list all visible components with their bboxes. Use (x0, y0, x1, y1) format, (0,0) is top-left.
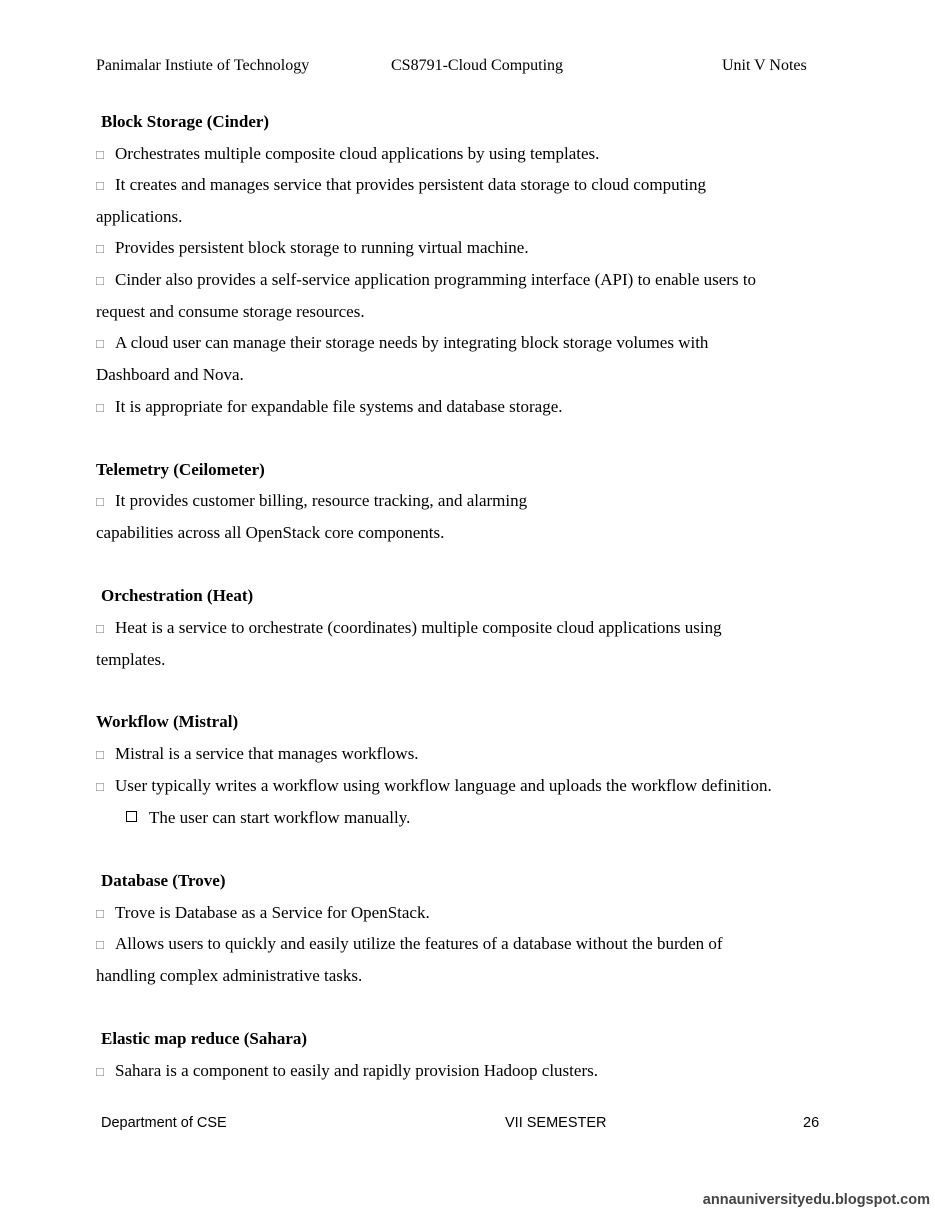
bullet-line: □ User typically writes a workflow using workflow language and uploads the workflow definition. (96, 776, 772, 795)
section-title-mistral: Workflow (Mistral) (96, 712, 239, 731)
header-course: CS8791-Cloud Computing (391, 57, 564, 74)
continuation-line: templates. (96, 650, 166, 669)
missing-glyph-bullet-icon: □ (96, 273, 104, 288)
footer-page-number: 26 (803, 1115, 820, 1131)
bullet-line: □ Allows users to quickly and easily utilize the features of a database without the burden of (96, 934, 723, 953)
bullet-line: □ It creates and manages service that provides persistent data storage to cloud computing (96, 175, 707, 194)
missing-glyph-bullet-icon: □ (96, 336, 104, 351)
footer-semester: VII SEMESTER (505, 1115, 607, 1131)
missing-glyph-bullet-icon: □ (96, 1064, 104, 1079)
bullet-line: □ Sahara is a component to easily and rapidly provision Hadoop clusters. (96, 1061, 598, 1080)
missing-glyph-bullet-icon: □ (96, 779, 104, 794)
missing-glyph-bullet-icon: □ (96, 747, 104, 762)
continuation-line: handling complex administrative tasks. (96, 966, 363, 985)
missing-glyph-bullet-icon: □ (96, 621, 104, 636)
missing-glyph-bullet-icon: □ (96, 494, 104, 509)
bullet-line: □ It provides customer billing, resource tracking, and alarming (96, 491, 528, 510)
missing-glyph-bullet-icon: □ (96, 241, 104, 256)
section-title-sahara: Elastic map reduce (Sahara) (101, 1029, 308, 1048)
section-title-ceilometer: Telemetry (Ceilometer) (96, 460, 265, 479)
continuation-line: capabilities across all OpenStack core components. (96, 523, 445, 542)
missing-glyph-bullet-icon: □ (96, 906, 104, 921)
bullet-line: □ Cinder also provides a self-service application programming interface (API) to enable users to (96, 270, 757, 289)
missing-glyph-bullet-icon: □ (96, 937, 104, 952)
continuation-line: Dashboard and Nova. (96, 365, 244, 384)
square-bullet-icon (126, 811, 137, 822)
section-title-trove: Database (Trove) (101, 871, 226, 890)
continuation-line: applications. (96, 207, 183, 226)
missing-glyph-bullet-icon: □ (96, 178, 104, 193)
indented-bullet-line: The user can start workflow manually. (126, 808, 410, 828)
watermark-url[interactable]: annauniversityedu.blogspot.com (702, 1192, 930, 1208)
continuation-line: request and consume storage resources. (96, 302, 365, 321)
bullet-line: □ It is appropriate for expandable file systems and database storage. (96, 397, 563, 416)
bullet-line: □ Trove is Database as a Service for OpenStack. (96, 903, 430, 922)
section-title-heat: Orchestration (Heat) (101, 586, 254, 605)
section-title-cinder: Block Storage (Cinder) (101, 112, 270, 131)
missing-glyph-bullet-icon: □ (96, 147, 104, 162)
missing-glyph-bullet-icon: □ (96, 400, 104, 415)
header-institute: Panimalar Instiute of Technology (96, 57, 310, 74)
bullet-line: □ A cloud user can manage their storage needs by integrating block storage volumes with (96, 333, 709, 352)
bullet-line: □ Heat is a service to orchestrate (coordinates) multiple composite cloud applications using (96, 618, 722, 637)
footer-department: Department of CSE (101, 1115, 227, 1131)
bullet-line: □ Mistral is a service that manages workflows. (96, 744, 419, 763)
bullet-line: □ Provides persistent block storage to running virtual machine. (96, 238, 529, 257)
bullet-line: □ Orchestrates multiple composite cloud applications by using templates. (96, 144, 600, 163)
header-unit: Unit V Notes (722, 57, 807, 74)
